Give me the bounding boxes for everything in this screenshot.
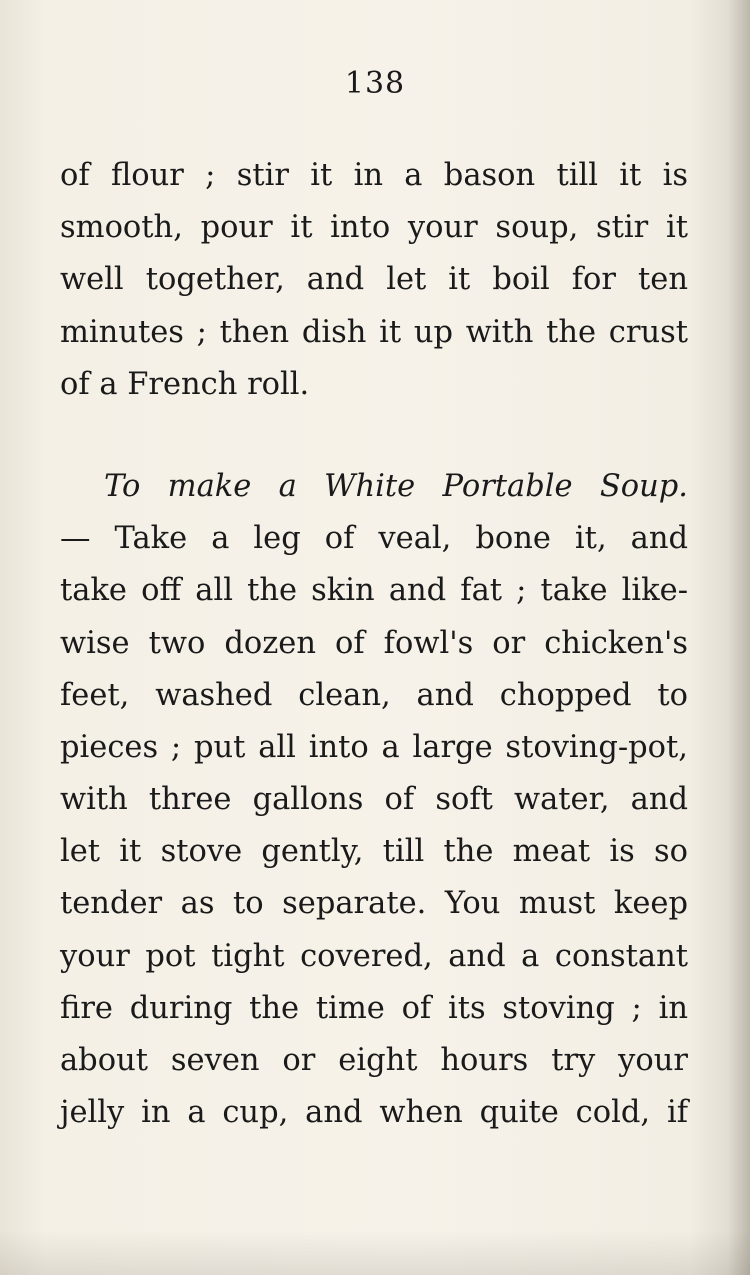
page-bottom-shadow — [0, 1230, 750, 1275]
paragraph-gap — [60, 411, 688, 461]
text-line: well together, and let it boil for ten — [60, 262, 688, 298]
page-number: 138 — [344, 66, 406, 101]
text-line: feet, washed clean, and chopped to — [60, 677, 688, 713]
text-line: — Take a leg of veal, bone it, and — [60, 521, 688, 557]
body-text — [60, 150, 688, 1139]
text-line: jelly in a cup, and when quite cold, if — [60, 1095, 688, 1131]
text-line: pieces ; put all into a large stoving-pot, — [60, 729, 688, 765]
text-line: take off all the skin and fat ; take like- — [60, 573, 688, 609]
page-edge-shadow — [728, 0, 750, 1275]
text-line: minutes ; then dish it up with the crust — [60, 314, 688, 350]
text-line: with three gallons of soft water, and — [60, 782, 688, 818]
text-line: about seven or eight hours try your — [60, 1043, 688, 1078]
text-line: tender as to separate. You must keep — [60, 886, 688, 922]
recipe-heading: To make a White Portable Soup. — [104, 468, 688, 504]
text-line: fire during the time of its stoving ; in — [60, 990, 688, 1026]
text-line: let it stove gently, till the meat is so — [60, 834, 688, 870]
text-line: wise two dozen of fowl's or chicken's — [60, 625, 688, 661]
text-line: of flour ; stir it in a bason till it is — [60, 158, 688, 193]
text-line: of a French roll. — [60, 366, 310, 402]
text-line: your pot tight covered, and a constant — [60, 938, 688, 974]
text-line: smooth, pour it into your soup, stir it — [60, 210, 688, 246]
